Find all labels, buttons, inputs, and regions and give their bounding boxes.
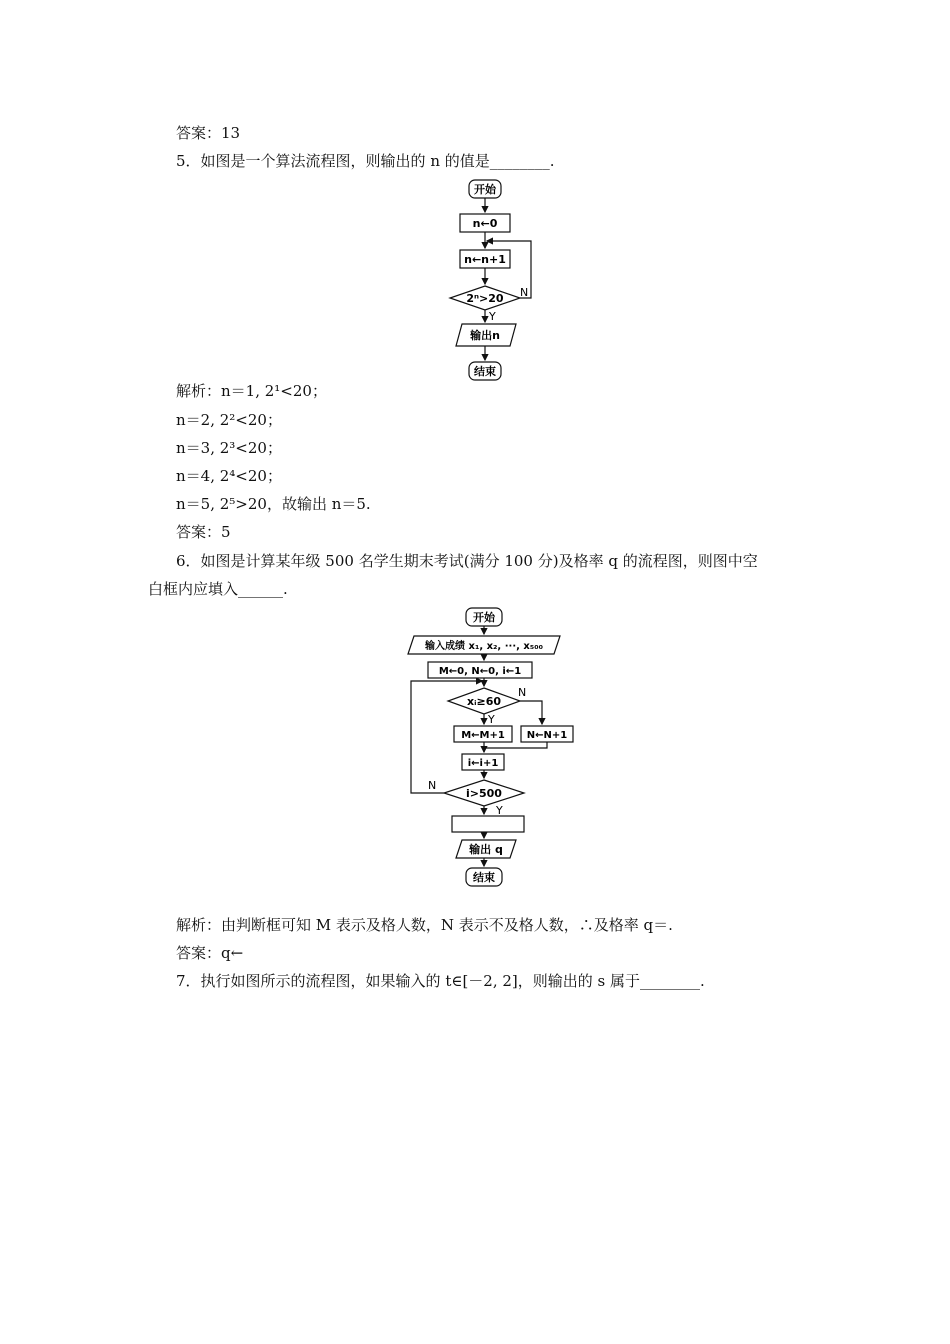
question-6-line-2: 白框内应填入______. — [148, 580, 288, 598]
flow5-init: n←0 — [472, 217, 498, 230]
flow5-start: 开始 — [474, 183, 496, 196]
flow6-start: 开始 — [473, 611, 495, 624]
flow5-yes-label: Y — [489, 310, 496, 323]
question-6-line-1: 6．如图是计算某年级 500 名学生期末考试(满分 100 分)及格率 q 的流程图，则图中空 — [176, 552, 758, 570]
flow6-init: M←0, N←0, i←1 — [438, 666, 522, 677]
question-5: 5．如图是一个算法流程图，则输出的 n 的值是________. — [176, 152, 555, 170]
solution-6: 解析：由判断框可知 M 表示及格人数，N 表示不及格人数，∴及格率 q＝. — [176, 916, 673, 934]
flow6-n-inc: N←N+1 — [526, 730, 568, 741]
flow6-m-inc: M←M+1 — [461, 730, 505, 741]
flow5-no-label: N — [520, 286, 529, 299]
flow6-no2-label: N — [428, 779, 437, 792]
flow6-yes2-label: Y — [496, 804, 503, 817]
solution-5-line-1: 解析：n＝1, 2¹<20； — [176, 382, 327, 400]
flowchart-q6 — [400, 604, 580, 894]
question-7: 7．执行如图所示的流程图，如果输入的 t∈[－2, 2]，则输出的 s 属于________. — [176, 972, 705, 990]
flow6-output: 输出 q — [469, 843, 503, 856]
flow6-i-inc: i←i+1 — [467, 758, 499, 769]
flow6-no1-label: N — [518, 686, 527, 699]
flow5-output: 输出n — [470, 329, 500, 342]
solution-5-line-2: n＝2, 2²<20； — [176, 411, 282, 429]
flow6-input: 输入成绩 x₁, x₂, ···, x₅₀₀ — [425, 641, 543, 652]
flow6-end: 结束 — [473, 871, 495, 884]
answer-5: 答案：5 — [176, 523, 231, 541]
flow6-yes1-label: Y — [488, 713, 495, 726]
flow6-cond2: i>500 — [466, 787, 502, 800]
solution-5-line-5: n＝5, 2⁵>20，故输出 n＝5. — [176, 495, 371, 513]
solution-5-line-3: n＝3, 2³<20； — [176, 439, 282, 457]
flowchart-q5 — [440, 176, 550, 388]
flow6-blank-box — [452, 816, 524, 832]
flow6-cond1: xᵢ≥60 — [466, 695, 502, 708]
answer-6: 答案：q← — [176, 944, 244, 962]
solution-5-line-4: n＝4, 2⁴<20； — [176, 467, 282, 485]
flow5-step: n←n+1 — [464, 253, 506, 266]
answer-4: 答案：13 — [176, 124, 241, 142]
flow5-cond: 2ⁿ>20 — [466, 292, 504, 305]
flow5-end: 结束 — [474, 365, 496, 378]
